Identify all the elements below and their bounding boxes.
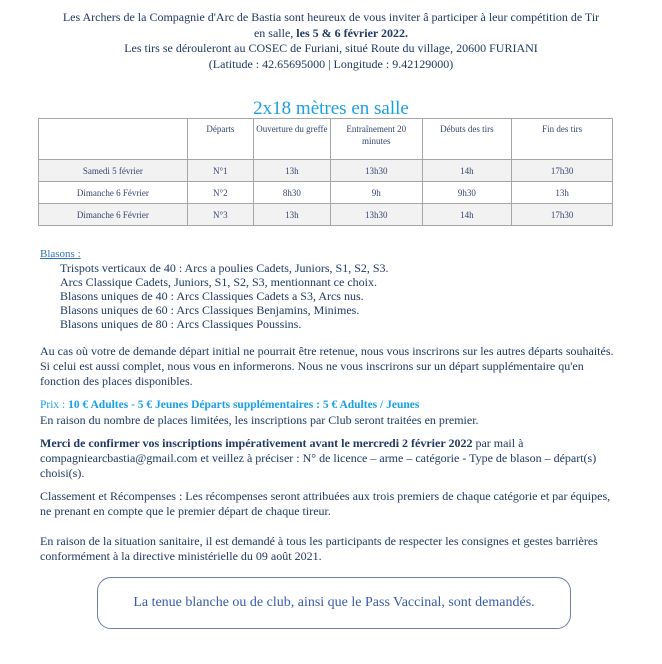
blasons-list	[40, 261, 389, 331]
table-cell: Dimanche 6 Février	[39, 182, 188, 204]
coordinates	[0, 57, 662, 73]
coords-close: )	[449, 56, 454, 71]
table-row	[39, 204, 613, 226]
table-cell: 8h30	[253, 182, 330, 204]
price-value: 10 € Adultes - 5 € Jeunes Départs supplémentaires : 5 € Adultes / Jeunes	[68, 399, 420, 411]
table-row	[39, 182, 613, 204]
intro-line-2-prefix: en salle,	[253, 25, 297, 40]
longitude-value: 9.42129000	[392, 56, 450, 71]
table-cell: N°3	[187, 204, 253, 226]
header-cell	[39, 119, 188, 160]
notice-box	[97, 577, 571, 629]
table-cell: 13h	[512, 182, 613, 204]
header-cell: Ouverture du greffe	[253, 119, 330, 160]
sanitaire-paragraph: En raison de la situation sanitaire, il est demandé à tous les participants de respecter les consignes et gestes barrières conformément à la directive ministérielle du 09 août 2021.	[40, 534, 598, 563]
table-cell: 13h	[253, 160, 330, 182]
table-cell: 14h	[422, 160, 512, 182]
table-cell: Dimanche 6 Février	[39, 204, 188, 226]
confirm-deadline: Merci de confirmer vos inscriptions impérativement avant le mercredi 2 février 2022	[40, 436, 473, 450]
classement-paragraph: Classement et Récompenses : Les récompenses seront attribuées aux trois premiers de chaque catégorie et par équipes, ne prenant en compte que le premier départ de chaque tireur.	[40, 489, 611, 518]
header-cell: Départs	[187, 119, 253, 160]
schedule-header-row	[39, 119, 613, 160]
table-cell: 17h30	[512, 204, 613, 226]
intro-line-2	[0, 26, 662, 42]
intro-line-3: Les tirs se dérouleront au COSEC de Furiani, situé Route du village, 20600 FURIANI	[124, 41, 538, 55]
table-cell: 13h30	[330, 160, 422, 182]
list-item: Blasons uniques de 60 : Arcs Classiques Benjamins, Minimes.	[60, 303, 360, 317]
blasons-heading: Blasons :	[40, 248, 81, 260]
price-line	[40, 398, 419, 413]
table-cell: 17h30	[512, 160, 613, 182]
latitude-label: (Latitude :	[208, 56, 263, 71]
header-cell: Entraînement 20 minutes	[330, 119, 422, 160]
list-item: Blasons uniques de 80 : Arcs Classiques Poussins.	[60, 317, 302, 331]
list-item: Trispots verticaux de 40 : Arcs a poulies Cadets, Juniors, S1, S2, S3.	[60, 261, 389, 275]
notice-text: La tenue blanche ou de club, ainsi que le Pass Vaccinal, sont demandés.	[133, 595, 535, 610]
invitation-header	[0, 10, 662, 72]
table-row	[39, 160, 613, 182]
intro-line-1: Les Archers de la Compagnie d'Arc de Bastia sont heureux de vous inviter â participer à leur compétition de Tir	[62, 10, 600, 24]
latitude-value: 42.65695000	[262, 56, 326, 71]
header-cell: Fin des tirs	[512, 119, 613, 160]
event-dates: les 5 & 6 février 2022.	[296, 25, 409, 40]
table-cell: N°1	[187, 160, 253, 182]
list-item: Arcs Classique Cadets, Juniors, S1, S2, S3, mentionnant ce choix.	[60, 275, 377, 289]
schedule-table	[38, 118, 613, 226]
departs-paragraph: Au cas où votre de demande départ initial ne pourrait être retenue, nous vous inscrirons sur les autres départs souhaités. Si celui est aussi complet, nous vous en informerons. Nous ne vous inscrirons sur un départ supplémentaire qu'en fonction des places disponibles.	[40, 344, 614, 388]
table-cell: 13h	[253, 204, 330, 226]
price-label: Prix :	[40, 399, 69, 411]
table-cell: 14h	[422, 204, 512, 226]
table-cell: 9h30	[422, 182, 512, 204]
table-cell: 9h	[330, 182, 422, 204]
table-cell: N°2	[187, 182, 253, 204]
section-title: 2x18 mètres en salle	[253, 98, 409, 119]
clubs-paragraph: En raison du nombre de places limitées, les inscriptions par Club seront traitées en premier.	[40, 413, 479, 427]
blasons-section	[40, 247, 389, 331]
longitude-label: | Longitude :	[325, 56, 393, 71]
header-cell: Débuts des tirs	[422, 119, 512, 160]
table-cell: 13h30	[330, 204, 422, 226]
table-cell: Samedi 5 février	[39, 160, 188, 182]
list-item: Blasons uniques de 40 : Arcs Classiques Cadets a S3, Arcs nus.	[60, 289, 364, 303]
confirm-details: par mail à compagniearcbastia@gmail.com et veillez à préciser : N° de licence – arme – catégorie - Type de blason – départ(s) choisi(s).	[40, 436, 597, 480]
confirm-paragraph	[40, 436, 615, 481]
